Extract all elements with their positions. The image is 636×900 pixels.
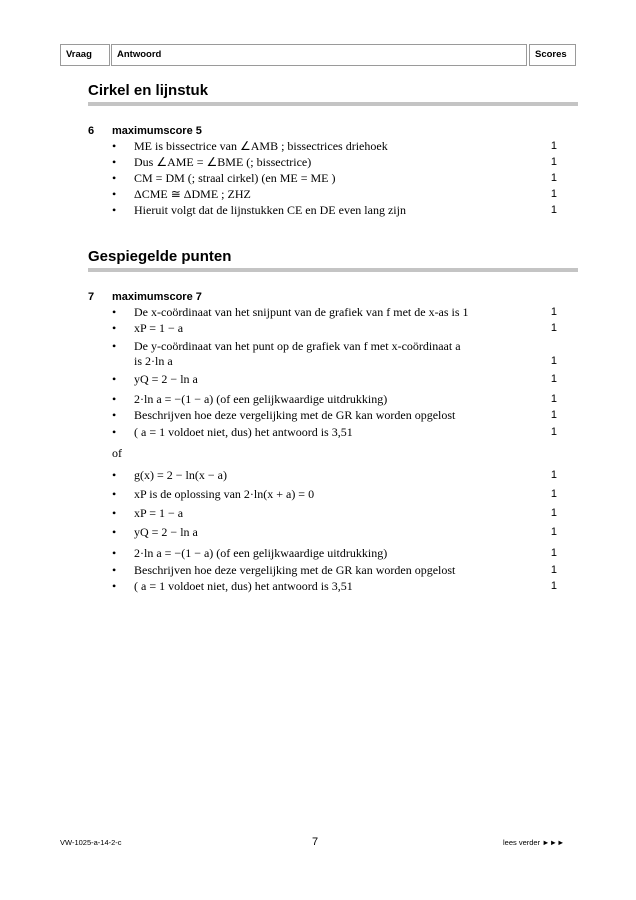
item-text: g(x) = 2 − ln(x − a) xyxy=(134,468,227,482)
header-scores: Scores xyxy=(529,44,576,66)
list-item: • De y-coördinaat van het punt op de grafiek van f met x-coördinaat a is 2·ln a 1 xyxy=(112,339,557,368)
item-text: xP is de oplossing van 2·ln(x + a) = 0 xyxy=(134,487,315,501)
question-number-7: 7 xyxy=(88,291,95,303)
item-text: xP = 1 − a xyxy=(134,506,184,520)
item-score: 1 xyxy=(550,393,557,405)
item-score: 1 xyxy=(550,426,557,438)
item-text: ( a = 1 voldoet niet, dus) het antwoord is 3,51 xyxy=(134,425,353,439)
item-text: Beschrijven hoe deze vergelijking met de GR kan worden opgelost xyxy=(134,563,456,577)
item-text: CM = DM (; straal cirkel) (en ME = ME ) xyxy=(134,171,336,185)
item-score: 1 xyxy=(550,172,557,184)
item-text: ( a = 1 voldoet niet, dus) het antwoord is 3,51 xyxy=(134,579,353,593)
item-text: Dus ∠AME = ∠BME (; bissectrice) xyxy=(134,155,312,169)
item-text: ΔCME ≅ ΔDME ; ZHZ xyxy=(134,187,251,201)
question-number-6: 6 xyxy=(88,125,95,137)
item-score: 1 xyxy=(550,526,557,538)
item-text: 2·ln a = −(1 − a) (of een gelijkwaardige uitdrukking) xyxy=(134,392,388,406)
item-score: 1 xyxy=(550,140,557,152)
item-score: 1 xyxy=(550,547,557,559)
item-text: De x-coördinaat van het snijpunt van de grafiek van f met de x-as is 1 xyxy=(134,305,469,319)
section-divider xyxy=(88,268,578,272)
header-vraag: Vraag xyxy=(60,44,110,66)
item-text: xP = 1 − a xyxy=(134,321,184,335)
section-title-gespiegelde: Gespiegelde punten xyxy=(88,248,232,265)
item-score: 1 xyxy=(550,507,557,519)
question-6-maxscore: maximumscore 5 xyxy=(112,125,202,137)
item-score: 1 xyxy=(550,373,557,385)
section-title-cirkel: Cirkel en lijnstuk xyxy=(88,82,209,99)
item-text: ME is bissectrice van ∠AMB ; bissectrices driehoek xyxy=(134,139,388,153)
item-score: 1 xyxy=(550,322,557,334)
item-score: 1 xyxy=(550,188,557,200)
item-score: 1 xyxy=(550,204,557,216)
item-text: Beschrijven hoe deze vergelijking met de GR kan worden opgelost xyxy=(134,408,456,422)
item-text: yQ = 2 − ln a xyxy=(134,372,198,386)
footer-code: VW-1025-a-14-2-c xyxy=(60,838,122,847)
item-text-continued: is 2·ln a xyxy=(134,354,173,368)
page-number: 7 xyxy=(312,836,319,848)
item-score: 1 xyxy=(550,488,557,500)
item-score: 1 xyxy=(550,156,557,168)
item-text: 2·ln a = −(1 − a) (of een gelijkwaardige uitdrukking) xyxy=(134,546,388,560)
item-text: De y-coördinaat van het punt op de grafiek van f met x-coördinaat a xyxy=(134,339,461,353)
item-score: 1 xyxy=(550,355,557,367)
item-score: 1 xyxy=(550,409,557,421)
item-text: Hieruit volgt dat de lijnstukken CE en DE even lang zijn xyxy=(134,203,406,217)
item-text: yQ = 2 − ln a xyxy=(134,525,198,539)
or-label: of xyxy=(112,446,122,460)
item-score: 1 xyxy=(550,469,557,481)
item-score: 1 xyxy=(550,564,557,576)
item-score: 1 xyxy=(550,580,557,592)
question-7-maxscore: maximumscore 7 xyxy=(112,291,202,303)
next-page-link: lees verder ►►► xyxy=(503,838,565,847)
section-divider xyxy=(88,102,578,106)
header-antwoord: Antwoord xyxy=(111,44,527,66)
item-score: 1 xyxy=(550,306,557,318)
